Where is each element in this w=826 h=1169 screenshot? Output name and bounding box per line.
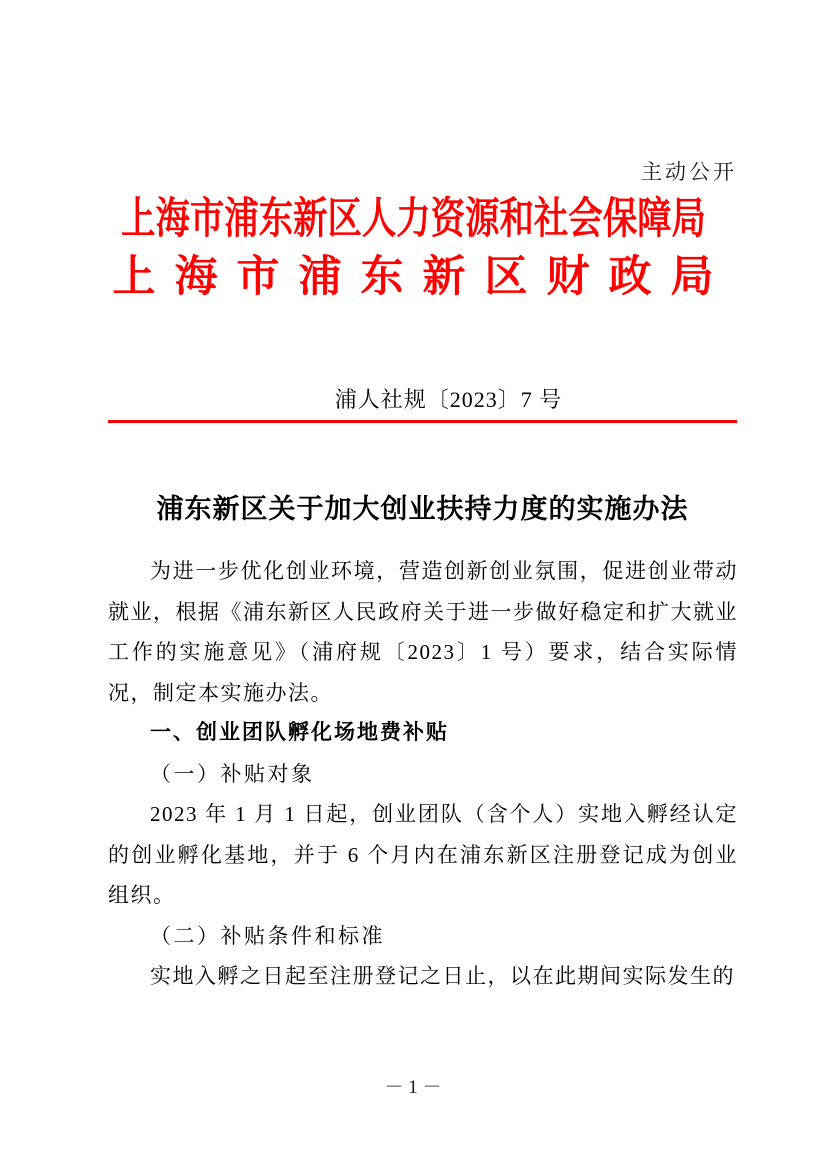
page-number: － 1 － <box>384 1077 442 1098</box>
issuer-name-line1 <box>0 194 826 246</box>
paragraph-subsidy-conditions: 实地入孵之日起至注册登记之日止，以在此期间实际发生的 <box>150 964 735 988</box>
subsection-heading-1-1: （一）补贴对象 <box>150 761 315 786</box>
issuer-name-line2 <box>0 252 826 304</box>
red-separator-line <box>108 420 737 423</box>
subsection-heading-1-2: （二）补贴条件和标准 <box>150 923 385 948</box>
document-body <box>108 551 738 997</box>
section-heading-1: 一、创业团队孵化场地费补贴 <box>150 721 449 744</box>
paragraph-intro: 为进一步优化创业环境，营造创新创业氛围，促进创业带动就业，根据《浦东新区人民政府关于进一步做好稳定和扩大就业工作的实施意见》（浦府规〔2023〕1 号）要求，结合实际情况，制定本实施办法。 <box>108 559 738 705</box>
doc-number: 浦人社规〔2023〕7 号 <box>334 387 563 412</box>
issuer-name-line1-text: 上海市浦东新区人力资源和社会保障局 <box>120 196 706 243</box>
document-title: 浦东新区关于加大创业扶持力度的实施办法 <box>156 494 689 525</box>
paragraph-subsidy-target: 2023 年 1 月 1 日起，创业团队（含个人）实地入孵经认定的创业孵化基地，并于 6 个月内在浦东新区注册登记成为创业组织。 <box>108 802 738 907</box>
disclosure-label: 主动公开 <box>641 160 737 184</box>
issuer-name-line2-text: 上海市浦东新区财政局 <box>112 254 733 301</box>
